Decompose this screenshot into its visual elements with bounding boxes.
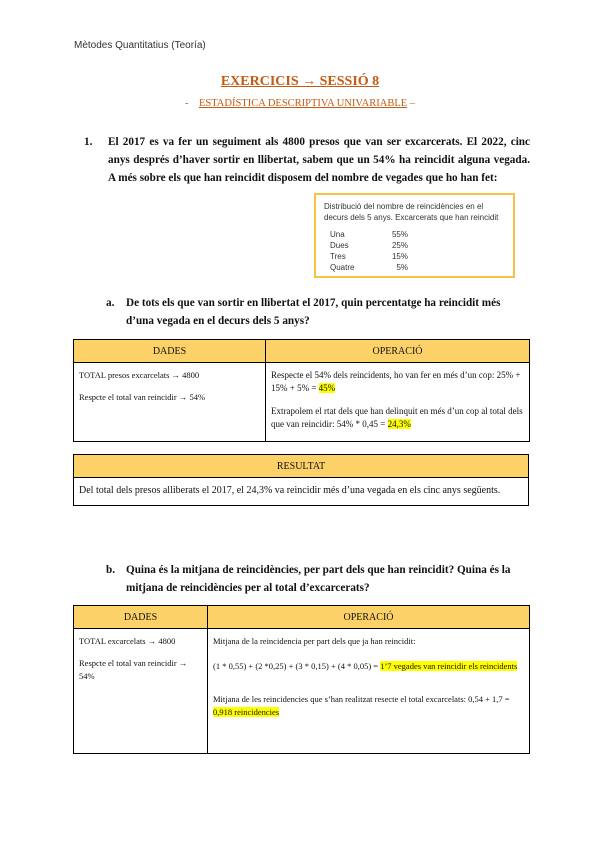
subtitle xyxy=(0,98,600,109)
page-title: EXERCICIS → SESSIÓ 8 xyxy=(220,74,380,89)
operacio-header: OPERACIÓ xyxy=(208,606,530,629)
operacio-text: Respecte el 54% dels reincidents, ho van fer en més d’un cop: 25% + 15% + 5% = xyxy=(271,370,521,393)
operacio-line: Mitjana de la reincidencia per part dels que ja han reincidit: xyxy=(213,636,416,646)
dades-line: Respcte el total van reincidir → 54% xyxy=(79,392,206,402)
operacio-cell xyxy=(266,363,530,442)
question-label: b. xyxy=(106,564,116,576)
dades-line: TOTAL presos excarcelats → 4800 xyxy=(79,370,200,380)
highlight-result: 24,3% xyxy=(387,419,411,429)
row-label: Tres xyxy=(330,252,346,261)
dades-line: TOTAL excarcelats → 4800 xyxy=(79,636,176,646)
row-label: Una xyxy=(330,230,345,239)
question-1 xyxy=(84,133,530,187)
distribution-row xyxy=(324,251,505,262)
dades-cell xyxy=(74,629,208,754)
question-text: El 2017 es va fer un seguiment als 4800 presos que van ser excarcerats. El 2022, cinc anys després d’haver sortir en llibertat, sabem que un 54% ha reincidit alguna vegada. A més sobre els que han reincidit disposem del nombre de vegades que ho han fet: xyxy=(108,136,530,184)
dades-header: DADES xyxy=(74,606,208,629)
row-value: 15% xyxy=(391,252,408,261)
subtitle-tail: – xyxy=(409,98,416,109)
operacio-line xyxy=(271,369,524,395)
row-label: Dues xyxy=(330,241,349,250)
highlight-result: 0,918 reincidencies xyxy=(213,707,280,717)
subtitle-dash: - xyxy=(184,98,189,109)
operacio-text: (1 * 0,55) + (2 *0,25) + (3 * 0,15) + (4 * 0,05) = xyxy=(213,661,381,671)
operacio-cell xyxy=(208,629,530,754)
row-label: Quatre xyxy=(330,263,355,272)
question-number: 1. xyxy=(84,136,93,148)
row-value: 55% xyxy=(391,230,408,239)
operacio-text: Extrapolem el rtat dels que han delinquit en més d’un cop al total dels que van reincidir: 54% * 0,45 = xyxy=(271,406,523,429)
highlight-result: 1’7 vegades van reincidir els reincidents xyxy=(380,661,518,671)
distribution-caption: Distribució del nombre de reincidències en el decurs dels 5 anys. Excarcerats que han reincidit xyxy=(324,202,499,222)
question-text: Quina és la mitjana de reincidències, per part dels que han reincidit? Quina és la mitjana de reincidències per al total d’excarcerats? xyxy=(126,564,511,594)
table-b xyxy=(73,605,530,754)
dades-line: Respcte el total van reincidir → 54% xyxy=(79,658,188,681)
row-value: 5% xyxy=(396,263,408,272)
distribution-box xyxy=(314,193,515,278)
question-label: a. xyxy=(106,297,115,309)
operacio-line xyxy=(213,660,524,673)
operacio-line xyxy=(271,405,524,431)
question-text: De tots els que van sortir en llibertat el 2017, quin percentatge ha reincidit més d’una vegada en el decurs dels 5 anys? xyxy=(126,297,501,327)
subtitle-text: ESTADÍSTICA DESCRIPTIVA UNIVARIABLE xyxy=(198,98,408,109)
result-table xyxy=(73,454,529,506)
dades-cell xyxy=(74,363,266,442)
question-a xyxy=(106,294,530,330)
resultat-header: RESULTAT xyxy=(74,455,529,478)
distribution-row xyxy=(324,262,505,273)
dades-header: DADES xyxy=(74,340,266,363)
resultat-cell: Del total dels presos alliberats el 2017, el 24,3% va reincidir més d’una vegada en els cinc anys següents. xyxy=(74,478,529,506)
operacio-header: OPERACIÓ xyxy=(266,340,530,363)
operacio-line xyxy=(213,693,524,719)
running-header: Mètodes Quantitatius (Teoría) xyxy=(74,40,206,51)
table-a xyxy=(73,339,530,442)
distribution-row xyxy=(324,240,505,251)
row-value: 25% xyxy=(391,241,408,250)
highlight-result: 45% xyxy=(318,383,336,393)
distribution-row xyxy=(324,229,505,240)
question-b xyxy=(106,561,530,597)
operacio-text: Mitjana de les reincidencies que s’han realitzat resecte el total excarcelats: 0,54 + 1,7 = xyxy=(213,694,510,704)
